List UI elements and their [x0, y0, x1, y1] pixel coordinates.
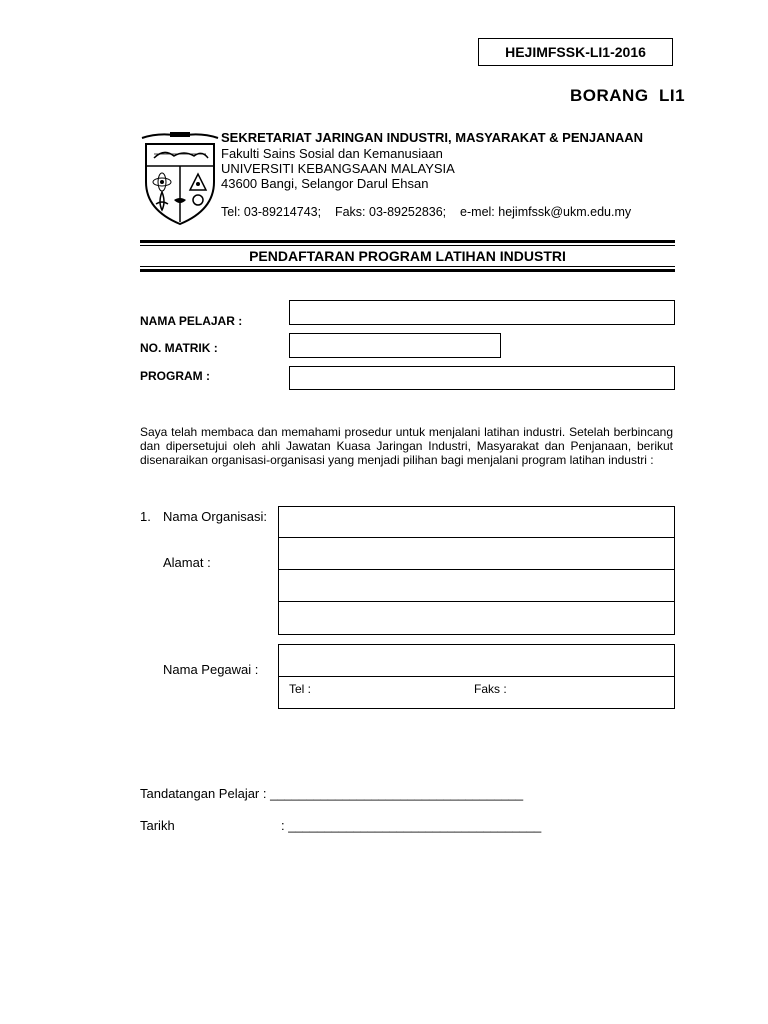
- address-line: 43600 Bangi, Selangor Darul Ehsan: [221, 176, 429, 191]
- form-name: BORANG LI1: [570, 86, 686, 105]
- declaration-paragraph: Saya telah membaca dan memahami prosedur untuk menjalani latihan industri. Setelah berbincang dan dipersetujui oleh ahli Jawatan Kuasa Jaringan Industri, Masyarakat dan Penjanaan, berikut disenaraikan organisasi-organisasi yang menjadi pilihan bagi menjalani program latihan industri :: [140, 425, 673, 467]
- organisation-name-field[interactable]: [278, 506, 675, 538]
- address-label: Alamat :: [163, 555, 211, 570]
- organisation-name-label: Nama Organisasi:: [163, 509, 268, 524]
- contact-line: Tel: 03-89214743; Faks: 03-89252836; e-mel: hejimfssk@ukm.edu.my: [221, 205, 632, 219]
- university-name: UNIVERSITI KEBANGSAAN MALAYSIA: [221, 161, 455, 176]
- form-code-box: [478, 38, 673, 66]
- organisation-number: 1.: [140, 509, 151, 524]
- matric-number-label: NO. MATRIK :: [140, 341, 218, 355]
- address-field-line-3[interactable]: [278, 601, 675, 635]
- program-label: PROGRAM :: [140, 369, 210, 383]
- fax-label: Faks :: [474, 682, 507, 696]
- student-name-field[interactable]: [289, 300, 675, 325]
- student-signature-line[interactable]: Tandatangan Pelajar : ___________________________________: [140, 786, 524, 801]
- address-field-line-2[interactable]: [278, 569, 675, 602]
- officer-name-label: Nama Pegawai :: [163, 662, 259, 677]
- secretariat-title: SEKRETARIAT JARINGAN INDUSTRI, MASYARAKAT & PENJANAAN: [221, 130, 644, 145]
- date-line[interactable]: : ___________________________________: [281, 818, 542, 833]
- officer-name-field[interactable]: [278, 644, 675, 677]
- top-rule-thin: [140, 245, 675, 246]
- address-field-line-1[interactable]: [278, 537, 675, 570]
- form-title: PENDAFTARAN PROGRAM LATIHAN INDUSTRI: [249, 248, 566, 264]
- faculty-name: Fakulti Sains Sosial dan Kemanusiaan: [221, 146, 443, 161]
- bottom-rule: [140, 269, 675, 272]
- tel-label: Tel :: [289, 682, 312, 696]
- form-code: HEJIMFSSK-LI1-2016: [505, 44, 646, 60]
- student-name-label: NAMA PELAJAR :: [140, 314, 243, 328]
- top-rule: [140, 240, 675, 243]
- date-label: Tarikh: [140, 818, 175, 833]
- ukm-crest-logo: [140, 130, 220, 226]
- program-field[interactable]: [289, 366, 675, 390]
- bottom-rule-thin: [140, 266, 675, 267]
- matric-number-field[interactable]: [289, 333, 501, 358]
